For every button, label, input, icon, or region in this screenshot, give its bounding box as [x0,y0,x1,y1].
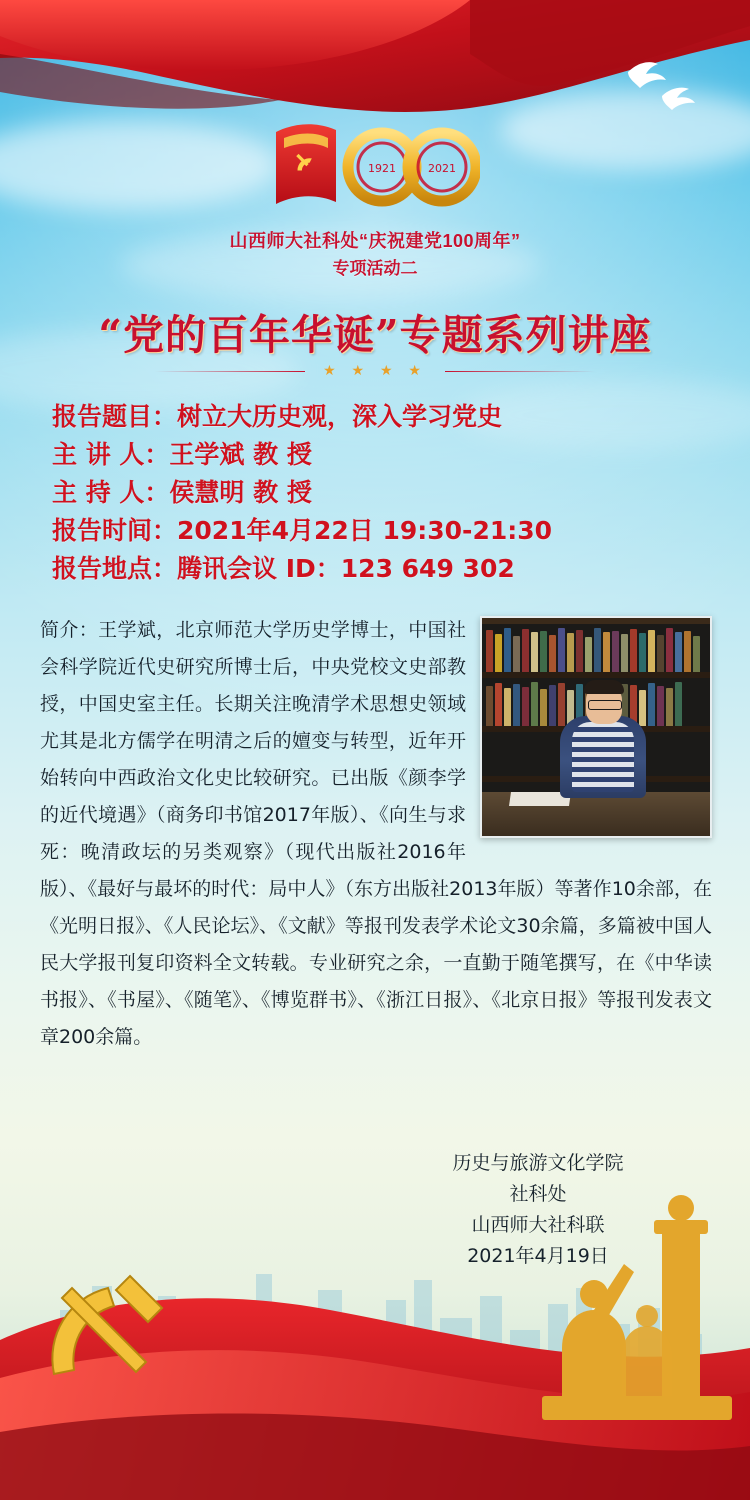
info-label-host: 主 持 人： [52,478,170,507]
hammer-sickle-icon [28,1258,178,1408]
info-label-time: 报告时间： [52,516,178,545]
info-value-host: 侯慧明 教 授 [169,478,312,507]
emblem-year-right: 2021 [428,162,456,175]
divider-rule-right [445,371,595,372]
divider-stars: ★ ★ ★ ★ [323,362,427,378]
divider-rule-left [155,371,305,372]
header-line-1: 山西师大社科处“庆祝建党100周年” [229,231,521,251]
signature-date: 2021年4月19日 [467,1245,609,1267]
info-row-topic [52,398,702,436]
title-divider [0,362,750,379]
info-row-host [52,474,702,512]
anniversary-emblem [0,118,750,210]
info-value-topic: 树立大历史观，深入学习党史 [177,402,503,431]
info-value-time: 2021年4月22日 19:30-21:30 [177,516,553,545]
info-row-venue [52,550,702,588]
info-label-venue: 报告地点： [52,554,178,583]
page-title: “党的百年华诞”专题系列讲座 [98,311,652,359]
speaker-portrait [480,616,712,838]
info-value-speaker: 王学斌 教 授 [169,440,312,469]
info-label-speaker: 主 讲 人： [52,440,170,469]
emblem-year-left: 1921 [368,162,396,175]
signature-line-3: 山西师大社科联 [471,1214,605,1236]
info-row-speaker [52,436,702,474]
info-row-time [52,512,702,550]
header-subtitle-block [0,228,750,282]
monument-statue-decor [542,1190,732,1420]
speaker-bio-block [40,612,712,1056]
header-line-2: 专项活动二 [332,259,418,278]
lecture-info-block [52,398,702,588]
info-label-topic: 报告题目： [52,402,178,431]
bio-text: 简介：王学斌，北京师范大学历史学博士，中国社会科学院近代史研究所博士后，中央党校文史部教授，中国史室主任。长期关注晚清学术思想史领域尤其是北方儒学在明清之后的嬗变与转型，近年开始转向中西政治文化史比较研究。已出版《颜李学的近代境遇》（商务印书馆2017年版）、《向生与求死：晚清政坛的另类观察》（现代出版社2016年版）、《最好与最坏的时代：局中人》（东方出版社2013年版）等著作10余部，在《光明日报》、《人民论坛》、《文献》等报刊发表学术论文30余篇，多篇被中国人民大学报刊复印资料全文转载。专业研究之余，一直勤于随笔撰写，在《中华读书报》、《书屋》、《随笔》、《博览群书》、《浙江日报》、《北京日报》等报刊发表文章200余篇。 [40,619,712,1048]
signature-line-2: 社科处 [509,1183,567,1205]
signature-line-1: 历史与旅游文化学院 [452,1152,624,1174]
info-value-venue: 腾讯会议 ID：123 649 302 [177,554,515,583]
